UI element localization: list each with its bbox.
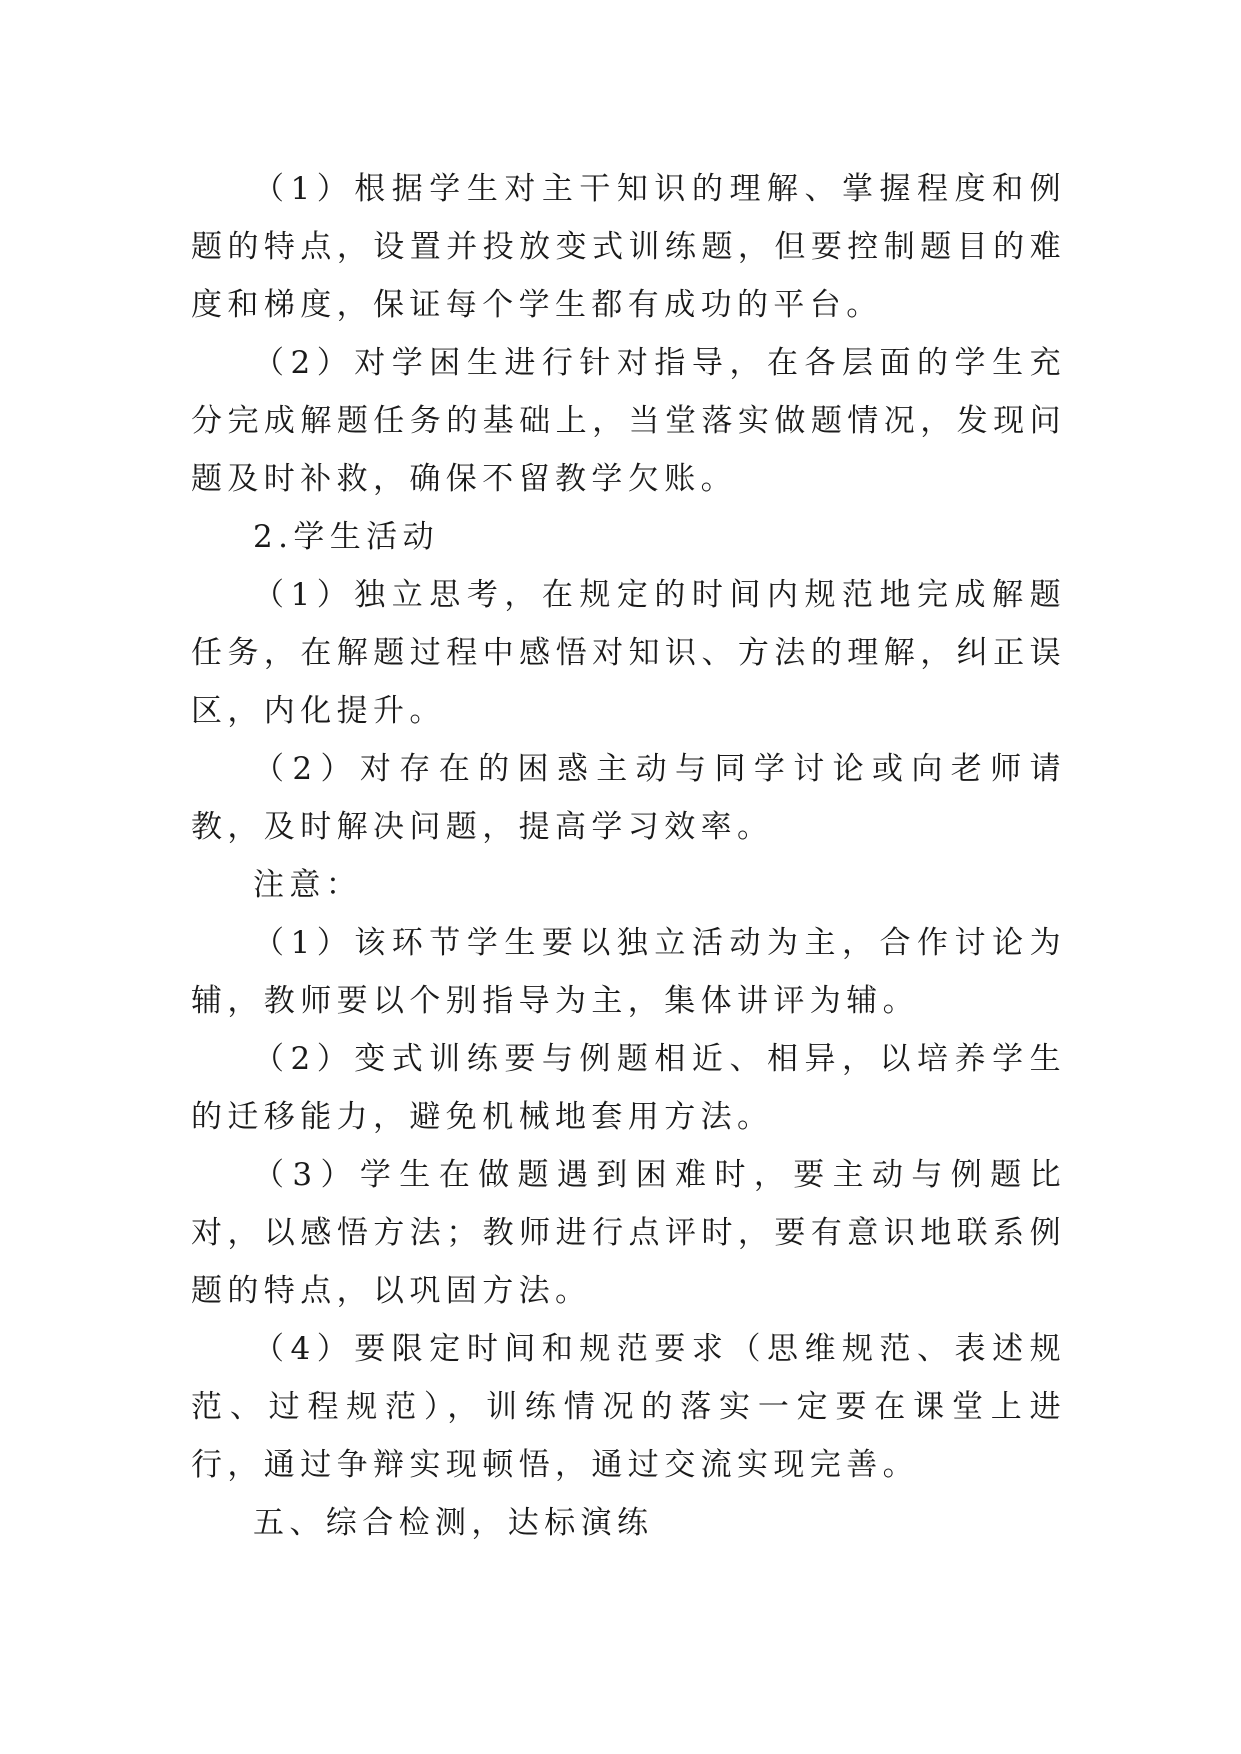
section-heading-student-activities: 2.学生活动 xyxy=(253,519,439,555)
paragraph-note-item-3: （3）学生在做题遇到困难时，要主动与例题比对，以感悟方法；教师进行点评时，要有意识地联系例题的特点，以巩固方法。 xyxy=(191,1157,1066,1309)
paragraph-student-item-1: （1）独立思考，在规定的时间内规范地完成解题任务，在解题过程中感悟对知识、方法的理解，纠正误区，内化提升。 xyxy=(191,577,1066,729)
section-heading-five: 五、综合检测，达标演练 xyxy=(253,1505,654,1541)
paragraph-note-item-2: （2）变式训练要与例题相近、相异，以培养学生的迁移能力，避免机械地套用方法。 xyxy=(191,1041,1066,1135)
notes-heading: 注意： xyxy=(253,867,363,903)
paragraph-note-item-4: （4）要限定时间和规范要求（思维规范、表述规范、过程规范），训练情况的落实一定要在课堂上进行，通过争辩实现顿悟，通过交流实现完善。 xyxy=(191,1331,1066,1483)
paragraph-teacher-item-2: （2）对学困生进行针对指导，在各层面的学生充分完成解题任务的基础上，当堂落实做题情况，发现问题及时补救，确保不留教学欠账。 xyxy=(191,345,1066,497)
paragraph-note-item-1: （1）该环节学生要以独立活动为主，合作讨论为辅，教师要以个别指导为主，集体讲评为辅。 xyxy=(191,925,1066,1019)
document-body xyxy=(191,160,1066,1552)
paragraph-student-item-2: （2）对存在的困惑主动与同学讨论或向老师请教，及时解决问题，提高学习效率。 xyxy=(191,751,1066,845)
paragraph-teacher-item-1: （1）根据学生对主干知识的理解、掌握程度和例题的特点，设置并投放变式训练题，但要控制题目的难度和梯度，保证每个学生都有成功的平台。 xyxy=(191,171,1066,323)
